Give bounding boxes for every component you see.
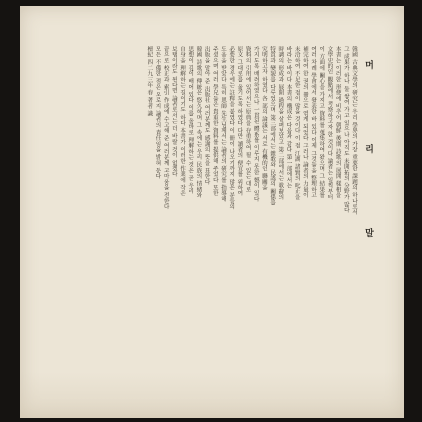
text-column: 이 方面에 關心을 가지고 資料를 蒐集하여 왔으며 그 結果를 <box>318 46 325 198</box>
text-column: 時調의 形成과 展開 過程을 살펴보았고 第二部에서는 歌辭의 <box>277 46 284 200</box>
book-page <box>20 6 404 418</box>
text-column: 그 成果가 하나 둘 쌓여 가고 있으나 아직도 未開拓의 分野가 많다 <box>342 46 349 213</box>
text-column: 思想이 깊이 배어 있다 이를 올바로 理解하는 것은 곧 우리 <box>187 46 194 195</box>
text-column: 여러 차례 學會에서 發表한 바 있다 이제 그것들을 整理하고 <box>310 46 317 198</box>
text-column: 도움을 받았다 특히 恩師 先生님께서는 論者의 硏究를 指導해 <box>220 46 226 202</box>
text-column: 補完하여 한 권의 冊으로 엮게 되었다 그러나 論者의 力量이 <box>301 46 308 198</box>
text-column: 보탬이라도 된다면 論者로서는 더 바랄 것이 없겠다 <box>170 46 177 177</box>
text-column: 原文 그대로를 옮기도록 하였다 다만 讀者의 便宜를 위하여 <box>236 46 243 196</box>
text-column: 韓國 古典文學의 研究는 우리 學界의 가장 重要한 課題의 하나로서 <box>351 46 357 215</box>
text-column: 本書는 이러한 形便에 비추어 朝鮮 後期 詩歌의 展開 樣相을 <box>334 46 341 198</box>
text-column: 모든 不備한 점은 오로지 論者의 責任임을 밝혀 둔다 <box>154 46 161 179</box>
text-column: 資料의 引用에 있어서는 原典을 存重하여 될 수 있는 대로 <box>244 46 251 193</box>
text-column: 바라는 바이다 本書의 構成은 다음과 같다 第一部에서는 <box>285 46 292 189</box>
text-column: 가지도록 배려하였으나 一貫된 體系를 이루지 못한 憾이 있다 <box>252 46 259 202</box>
text-column: 必要한 경우에는 註釋을 붙였다 이 冊이 나오기까지 많은 분들의 <box>228 46 235 210</box>
paper-stain <box>20 372 404 418</box>
text-column: 特質과 變貌를 다루었으며 第三部에서는 雜歌와 民謠의 關係를 <box>269 46 276 206</box>
text-column: 出版을 맡아 준 出版社 여러분께도 感謝의 뜻을 표한다 <box>203 46 210 185</box>
text-column: 未洽하여 不足한 점이 많을 것이다 이 점 江湖 諸賢의 叱正을 <box>293 46 300 200</box>
text-column: 自身을 理解하는 길이기도 하다 本書가 이러한 作業에 작은 <box>179 46 186 196</box>
text-column: 끝으로 校正과 索引 作成에 수고해 준 여러분께 고마움을 전한다 <box>162 46 169 210</box>
text-column: 檀紀 四二九三年 春 著者 識 <box>146 46 153 117</box>
text-column: 文學史的인 觀點에서 考察하고자 한 것이다 論者는 일찍부터 <box>326 46 333 200</box>
text-column: 韓國 詩歌의 傳統은 悠久하며 그 속에는 우리 民族의 情緖와 <box>195 46 202 198</box>
text-column: 究明하고자 하였다 各 部의 論議는 서로 有機的인 聯關을 <box>260 46 267 191</box>
vertical-text-block <box>58 46 358 376</box>
page-title: 머 리 말 <box>363 60 373 274</box>
text-column: 주셨으며 여러 學兄들은 貴重한 資料를 提供해 주었다 또한 <box>211 46 218 196</box>
